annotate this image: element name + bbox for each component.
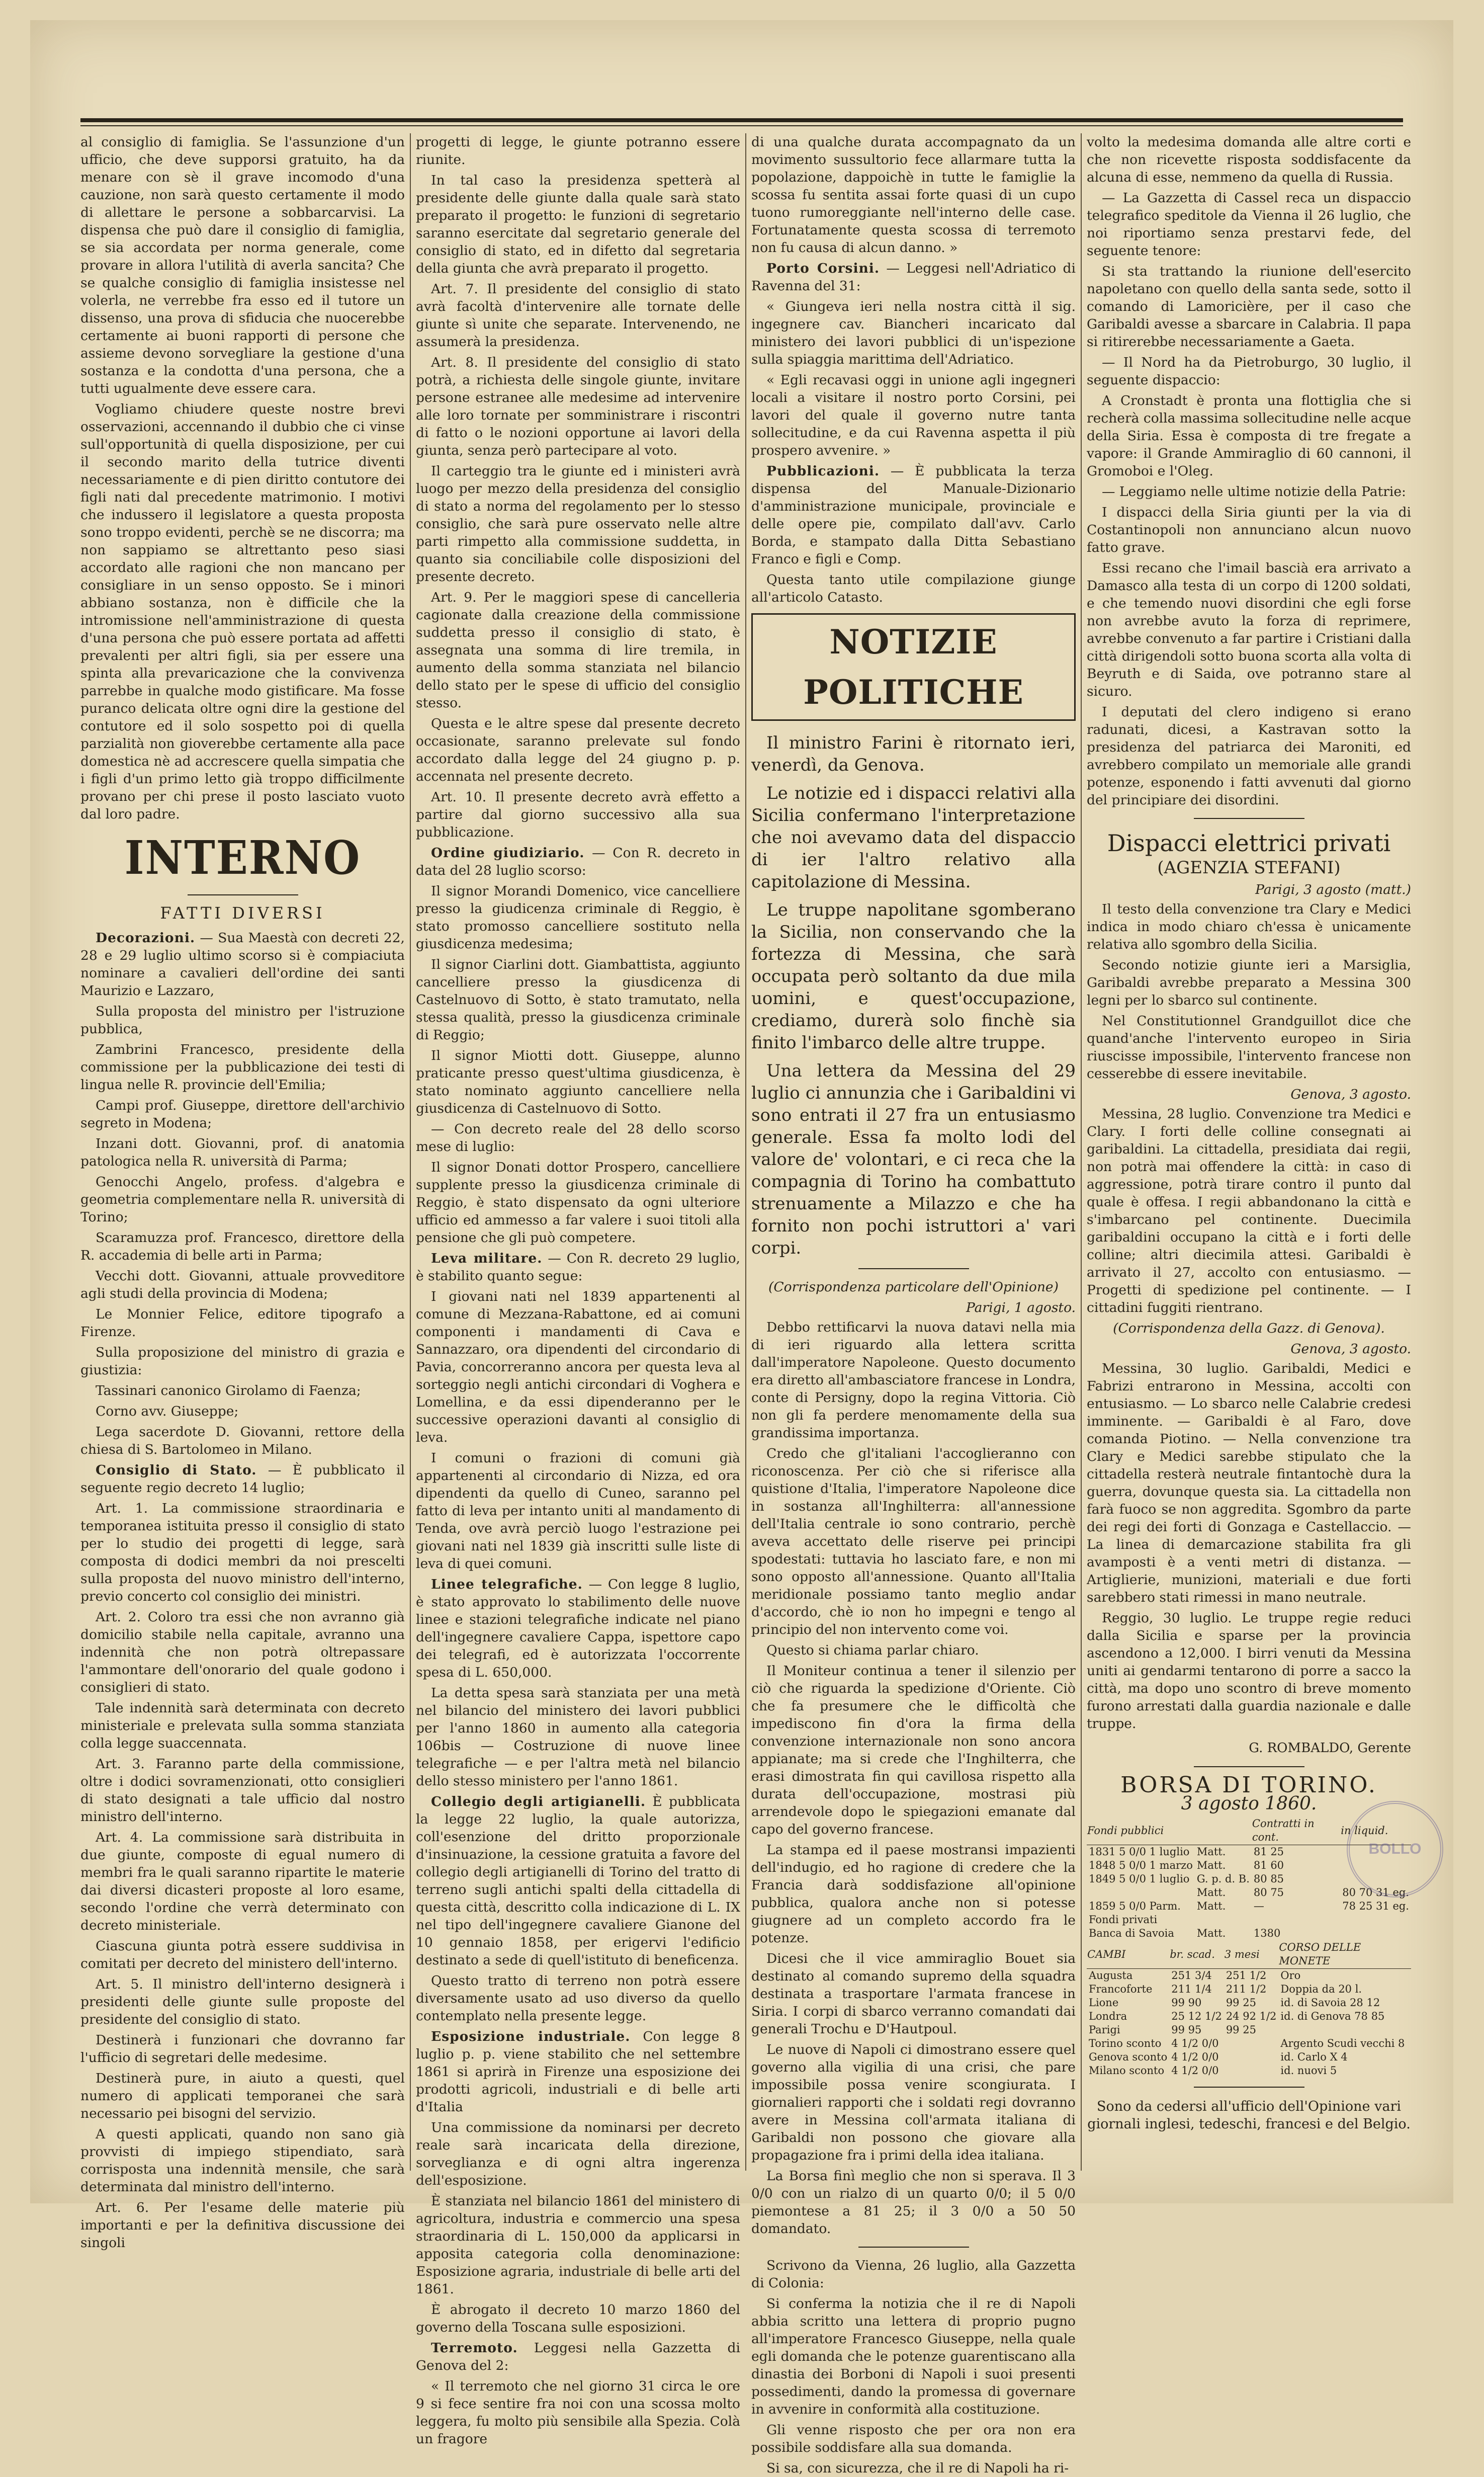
cambi-cell [1224, 2050, 1279, 2064]
article-paragraph: Art. 8. Il presidente del consiglio di stato potrà, a richiesta delle singole giunte, invitare persone estranee alle medesime ad intervenire alle loro tornate per somministrare i riscontri di fatto o le nozioni opportune ai lavori della giunta, senza però partecipare al voto. [416, 355, 740, 458]
article-paragraph: « Giungeva ieri nella nostra città il sig. ingegnere cav. Biancheri incaricato dal ministero dei lavori pubblici di un'ispezione sulla spiaggia marittima dell'Adriatico. [751, 299, 1076, 367]
item-text: È pubblicata la legge 22 luglio, la quale autorizza, coll'esenzione del dritto proporzionale d'insinuazione, la cessione gratuita a favore del collegio degli artigianelli di Torino del tratto di terreno sugli antichi spalti della cittadella di questa città, descritto colla indicazione di L. IX nel tipo dell'ingegnere cavaliere Gianone del 10 gennaio 1858, per erigervi l'edificio destinato a sede di quell'istituto di beneficenza. [416, 1794, 740, 1968]
article-paragraph: È stanziata nel bilancio 1861 del ministero di agricoltura, industria e commercio una spesa straordinaria di L. 150,000 da applicarsi in apposita categoria colla denominazione: Esposizione agraria, industriale di belle arti del 1861. [416, 2193, 740, 2297]
cambi-cell [1278, 2023, 1411, 2037]
dispacci-heading: Dispacci elettrici privati [1107, 830, 1391, 857]
article-paragraph: La Borsa finì meglio che non si sperava. Il 3 0/0 con un rialzo di un quarto 0/0; il 5 0/0 piemontese a 81 25; il 3 0/0 a 50 50 domandato. [751, 2168, 1076, 2237]
borsa-cell: 1380 [1253, 1927, 1281, 1939]
article-paragraph: « Il terremoto che nel giorno 31 circa le ore 9 si fece sentire fra noi con una scossa molto leggera, fu molto più sensibile alla Spezia. Colà un fragore [416, 2378, 740, 2447]
article-paragraph: I dispacci della Siria giunti per la via di Costantinopoli non annunciano alcun nuovo fatto grave. [1087, 505, 1411, 555]
agency-name: (AGENZIA STEFANI) [1157, 858, 1341, 878]
article-paragraph: In tal caso la presidenza spetterà al presidente delle giunte dalla quale sarà stato preparato il progetto: le funzioni di segretario saranno esercitate dal segretario generale del consiglio di stato, ed in difetto dal segretaria della giunta che avrà preparato il progetto. [416, 173, 740, 276]
item-lead: Collegio degli artigianelli. [431, 1794, 646, 1809]
divider [858, 2247, 969, 2248]
borsa-cell: Banca di Savoia [1089, 1927, 1174, 1939]
item-text: — È pubblicata la terza dispensa del Manuale-Dizionario d'amministrazione municipale, provinciale e delle opere pie, compilato dall'avv. Carlo Borda, e stampato dalla Ditta Sebastiano Franco e figli e Comp. [751, 463, 1076, 567]
section-heading-notizie-politiche: NOTIZIE POLITICHE [751, 613, 1076, 721]
cambi-cell: Oro [1280, 1969, 1301, 1981]
borsa-header-cell: in liquid. [1340, 1817, 1411, 1845]
cambi-cell: 211 1/4 [1171, 1983, 1212, 1995]
article-paragraph: al consiglio di famiglia. Se l'assunzione d'un ufficio, che deve supporsi gratuito, ha da menare con sè il grave incomodo d'una cauzione, non sarà questo certamente il modo di allettare le persone a sobbarcarvisi. La dispensa che può dare il consiglio di famiglia, se sia accordata per norma generale, come provare in allora l'utilità di averla sancita? Che se qualche consiglio di famiglia insistesse nel volerla, ne verrebbe fra esso ed il tutore un dissenso, una prova di sfiducia che nuocerebbe certamente ai buoni rapporti di persone che assieme devono sorvegliare la gestione d'una sostanza e la condotta d'una persona, che a tutti ugualmente deve essere cara. [80, 134, 405, 396]
article-paragraph: Questo tratto di terreno non potrà essere diversamente usato ad uso diverso da quello contemplato nella presente legge. [416, 1973, 740, 2024]
borsa-cell: 1859 5 0/0 Parm. [1089, 1900, 1181, 1912]
borsa-cell: 1849 5 0/0 1 luglio [1089, 1873, 1190, 1885]
cambi-cell: 99 95 [1171, 2024, 1202, 2036]
borsa-cell: 1831 5 0/0 1 luglio [1089, 1846, 1190, 1858]
item-text: Leggesi nella Gazzetta di Genova del 2: [416, 2340, 740, 2373]
column-1 [80, 133, 405, 2251]
list-item: Tassinari canonico Girolamo di Faenza; [96, 1383, 361, 1398]
header-rule [80, 118, 1403, 126]
cambi-row [1087, 1996, 1411, 2010]
borsa-heading: BORSA DI TORINO. [1120, 1772, 1377, 1798]
cambi-cell: 211 1/2 [1226, 1983, 1267, 1995]
borsa-row [1087, 1900, 1411, 1913]
cambi-header-cell: CAMBI [1087, 1940, 1169, 1969]
article-paragraph: Destinerà i funzionari che dovranno far l'ufficio di segretari delle medesime. [80, 2032, 405, 2066]
article-paragraph: Questa tanto utile compilazione giunge all'articolo Catasto. [751, 572, 1076, 605]
article-paragraph: Messina, 30 luglio. Garibaldi, Medici e Fabrizi entrarono in Messina, accolti con entusiasmo. — Lo sbarco nelle Calabrie credesi imminente. — Garibaldi è al Faro, dove comanda Piotino. — Nella convenzione tra Clary e Medici sarebbe stipulato che la cittadella resterà neutrale fintantochè dura la guerra, dovunque questa sia. La cittadella non farà fuoco se non aggredita. Sgombro da parte dei regi dei forti di Gonzaga e Castellaccio. — La linea di demarcazione stabilita fra gli avamposti è a venti metri di distanza. — Artiglierie, munizioni, materiali e due forti sarebbero stati rimessi in mano neutrale. [1087, 1361, 1411, 1605]
borsa-row [1087, 1913, 1411, 1927]
article-paragraph: Messina, 28 luglio. Convenzione tra Medici e Clary. I forti delle colline consegnati ai garibaldini. La cittadella, presidiata dai regii, non potrà mai offendere la città: in caso di aggressione, potrà tirare contro il punto dal quale è offesa. I regii abbandonano la città e s'imbarcano pel continente. Duecimila garibaldini occupano la città e i forti delle colline; altri diecimila attesi. Garibaldi è arrivato il 27, accolto con entusiasmo. — Progetti di spedizione pel continente. — I cittadini fuggiti rientrano. [1087, 1106, 1411, 1315]
article-paragraph: Il testo della convenzione tra Clary e Medici indica in modo chiaro ch'essa è unicamente relativa allo sgombro della Sicilia. [1087, 901, 1411, 952]
ink-stamp: BOLLO [1347, 1801, 1443, 1897]
newspaper-page [30, 20, 1453, 2476]
cambi-cell: id. Carlo X 4 [1280, 2051, 1348, 2063]
article-paragraph: Reggio, 30 luglio. Le truppe regie reduci dalla Sicilia e sparse per la provincia ascendono a 12,000. I birri venuti da Messina uniti ai gendarmi tentarono di porre a sacco la città, ma dopo uno scontro di breve momento furono arrestati dalla guardia nazionale e dalle truppe. [1087, 1610, 1411, 1731]
borsa-cell: 78 25 31 eg. [1342, 1900, 1409, 1912]
article-paragraph: Art. 5. Il ministro dell'interno designerà i presidenti delle giunte sulle proposte del presidente del consiglio di stato. [80, 1976, 405, 2027]
divider [1194, 818, 1304, 819]
cambi-row [1087, 1969, 1411, 1983]
cambi-cell: 4 1/2 0/0 [1171, 2065, 1219, 2077]
borsa-date: 3 agosto 1860. [1181, 1793, 1317, 1814]
article-paragraph: A Cronstadt è pronta una flottiglia che si recherà colla massima sollecitudine nelle acque della Siria. Essa è composta di tre fregate a vapore: il Grande Ammiraglio di 60 cannoni, il Gromoboi e l'Oleg. [1087, 393, 1411, 479]
classified-notice: Sono da cedersi all'ufficio dell'Opinione vari giornali inglesi, tedeschi, francesi e del Belgio. [1087, 2099, 1411, 2132]
list-item: Campi prof. Giuseppe, direttore dell'archivio segreto in Modena; [80, 1098, 405, 1131]
article-paragraph: Secondo notizie giunte ieri a Marsiglia, Garibaldi avrebbe preparato a Messina 300 legni per lo sbarco sul continente. [1087, 957, 1411, 1008]
item-lead: Porto Corsini. [766, 261, 880, 276]
cambi-cell: Londra [1089, 2010, 1127, 2022]
cambi-table [1087, 1940, 1411, 2078]
article-paragraph: — Il Nord ha da Pietroburgo, 30 luglio, il seguente dispaccio: [1087, 355, 1411, 388]
list-item: Sulla proposta del ministro per l'istruzione pubblica, [80, 1004, 405, 1037]
item-text: — Con R. decreto 29 luglio, è stabilito quanto segue: [416, 1251, 740, 1284]
article-paragraph: Gli venne risposto che per ora non era possibile soddisfare alla sua domanda. [751, 2422, 1076, 2455]
borsa-cell: 80 75 [1253, 1886, 1284, 1898]
borsa-cell: 81 60 [1253, 1859, 1284, 1871]
divider [1194, 2087, 1304, 2088]
dateline: Genova, 3 agosto. [1290, 1341, 1411, 1357]
item-text: — Con R. decreto in data del 28 luglio scorso: [416, 845, 740, 878]
cambi-cell: 99 25 [1226, 2024, 1256, 2036]
list-item: Le Monnier Felice, editore tipografo a Firenze. [80, 1306, 405, 1340]
article-paragraph: Si sa, con sicurezza, che il re di Napoli ha ri- [766, 2460, 1069, 2476]
article-paragraph: Si sta trattando la riunione dell'esercito napoletano con quello della santa sede, sotto il comando di Lamoricière, per il caso che Garibaldi avesse a sbarcare in Calabria. Il papa si ritirerebbe necessariamente a Gaeta. [1087, 264, 1411, 350]
item-lead: Ordine giudiziario. [431, 845, 585, 861]
cambi-cell: 251 3/4 [1171, 1969, 1212, 1981]
item-text: Con legge 8 luglio p. p. viene stabilito che nel settembre 1861 si aprirà in Firenze una esposizione dei prodotti agricoli, industriali e di belle arti d'Italia [416, 2029, 740, 2115]
article-paragraph: Il signor Morandi Domenico, vice cancelliere presso la giudicenza criminale di Reggio, è stato promosso cancelliere sostituto nella giusdicenza medesima; [416, 883, 740, 952]
cambi-cell: id. nuovi 5 [1280, 2065, 1337, 2077]
item-lead: Esposizione industriale. [431, 2029, 631, 2044]
article-paragraph: Il signor Donati dottor Prospero, cancelliere supplente presso la giusdicenza criminale di Reggio, è stato dispensato da ogni ulteriore ufficio ed ammesso a far valere i suoi titoli alla pensione che gli può competere. [416, 1160, 740, 1246]
article-paragraph: Art. 1. La commissione straordinaria e temporanea istituita presso il consiglio di stato per lo studio dei progetti di legge, sarà composta di dodici membri da noi prescelti sulla proposta del nuovo ministro dell'interno, previo concerto col consiglio dei ministri. [80, 1501, 405, 1604]
cambi-cell: 4 1/2 0/0 [1171, 2037, 1219, 2049]
lead-paragraph: Una lettera da Messina del 29 luglio ci annunzia che i Garibaldini vi sono entrati il 27 fra un entusiasmo generale. Essa fa molto lodi del valore de' volontari, e ci reca che la compagnia di Torino ha combattuto strenuamente a Milazzo e che ha fornito non pochi istruttori a' vari corpi. [751, 1061, 1076, 1258]
cambi-cell: Parigi [1089, 2024, 1120, 2036]
article-paragraph: I comuni o frazioni di comuni già appartenenti al circondario di Nizza, ed ora dipendenti da quello di Cuneo, saranno pel fatto di leva per intanto uniti al mandamento di Tenda, ove avrà perciò luogo l'estrazione pei giovani nati nel 1839 già inscritti sulle liste di leva di quei comuni. [416, 1450, 740, 1572]
cambi-header-cell: 3 mesi [1224, 1940, 1279, 1969]
article-paragraph: — Con decreto reale del 28 dello scorso mese di luglio: [416, 1121, 740, 1154]
dateline: Parigi, 3 agosto (matt.) [1255, 882, 1411, 897]
cambi-cell: 99 90 [1171, 1997, 1202, 2009]
borsa-cell [1195, 1913, 1252, 1927]
divider [188, 894, 298, 895]
article-paragraph: — La Gazzetta di Cassel reca un dispaccio telegrafico speditole da Vienna il 26 luglio, che noi riportiamo senza prestarvi fede, del seguente tenore: [1087, 190, 1411, 259]
cambi-cell: 4 1/2 0/0 [1171, 2051, 1219, 2063]
article-paragraph: Dicesi che il vice ammiraglio Bouet sia destinato al comando supremo della squadra destinata a trasportare l'armata francese in Siria. I corpi di sbarco verranno comandati dai generali Trochu e D'Hautpoul. [751, 1951, 1076, 2037]
article-paragraph: Art. 4. La commissione sarà distribuita in due giunte, composte di egual numero di membri fra le quali saranno ripartite le materie dai diversi dicasteri proposte al loro esame, secondo l'ordine che verrà determinato con decreto ministeriale. [80, 1830, 405, 1933]
borsa-cell: 1848 5 0/0 1 marzo [1089, 1859, 1193, 1871]
article-paragraph: Art. 6. Per l'esame delle materie più importanti e per la definitiva discussione dei singoli [80, 2200, 405, 2251]
section-heading-interno: INTERNO [124, 831, 361, 885]
cambi-row [1087, 2064, 1411, 2078]
article-paragraph: Ciascuna giunta potrà essere suddivisa in comitati per decreto del ministero dell'interno. [80, 1938, 405, 1971]
article-paragraph: Art. 2. Coloro tra essi che non avranno già domicilio stabile nella capitale, avranno una indennità che non potrà oltrepassare l'ammontare dell'onorario del quale godono i consiglieri di stato. [80, 1609, 405, 1695]
borsa-cell: Matt. [1196, 1886, 1226, 1898]
article-paragraph: Essi recano che l'imail bascià era arrivato a Damasco alla testa di un corpo di 1200 soldati, e che temendo nuovi disordini che egli forse non avrebbe avuto la forza di reprimere, avrebbe convenuto a far partire i Cristiani dalla città dirigendoli sotto buona scorta alla volta di Beyruth e di Saida, ove potranno stare al sicuro. [1087, 560, 1411, 699]
article-paragraph: Il Moniteur continua a tener il silenzio per ciò che riguarda la spedizione d'Oriente. Ciò che fa presumere che le difficoltà che impediscono fin d'ora la firma della convenzione internazionale non sono ancora appianate; ma si crede che l'Inghilterra, che erasi dimostrata fin qui cavillosa rispetto alla durata dell'occupazione, mostrasi più arrendevole dopo le spiegazioni emanate dal capo del governo francese. [751, 1663, 1076, 1837]
cambi-cell: Augusta [1089, 1969, 1133, 1981]
borsa-cell: 80 70 31 eg. [1342, 1886, 1409, 1898]
cambi-row [1087, 2050, 1411, 2064]
article-paragraph: Il signor Ciarlini dott. Giambattista, aggiunto cancelliere presso la giusdicenza di Castelnuovo di Sotto, è stato tramutato, nella stessa qualità, presso la giusdicenza criminale di Reggio; [416, 957, 740, 1043]
correspondence-source: (Corrispondenza della Gazz. di Genova). [1113, 1320, 1385, 1336]
item-lead: Decorazioni. [96, 930, 196, 946]
cambi-cell: Milano sconto [1089, 2065, 1165, 2077]
borsa-row [1087, 1886, 1411, 1900]
article-paragraph: La detta spesa sarà stanziata per una metà nel bilancio del ministero dei lavori pubblici per l'anno 1860 in aumento alla categoria 106bis — Costruzione di nuove linee telegrafiche — e per l'altra metà nel bilancio dello stesso ministero per l'anno 1861. [416, 1685, 740, 1789]
borsa-cell: Matt. [1196, 1900, 1226, 1912]
borsa-row [1087, 1927, 1411, 1940]
cambi-cell: 25 12 1/2 [1171, 2010, 1222, 2022]
borsa-cell: 80 85 [1253, 1873, 1284, 1885]
cambi-cell: 24 92 1/2 [1226, 2010, 1277, 2022]
dateline: Genova, 3 agosto. [1290, 1087, 1411, 1102]
column-3 [751, 133, 1076, 2476]
article-paragraph: Debbo rettificarvi la nuova datavi nella mia di ieri riguardo alla lettera scritta dall'imperatore Napoleone. Questo documento era diretto all'ambasciatore francese in Londra, conte di Persigny, dopo la regina Vittoria. Ciò non gli fa perdere menomamente della sua grandissima importanza. [751, 1319, 1076, 1441]
article-paragraph: Art. 7. Il presidente del consiglio di stato avrà facoltà d'intervenire alle tornate delle giunte sì unite che separate. Intervenendo, ne assumerà la presidenza. [416, 281, 740, 350]
borsa-cell: 81 25 [1253, 1846, 1284, 1858]
item-lead: Linee telegrafiche. [431, 1577, 583, 1592]
article-paragraph: Art. 3. Faranno parte della commissione, oltre i dodici sovramenzionati, otto consiglieri di stato designati a tale ufficio dal nostro ministro dell'interno. [80, 1756, 405, 1825]
borsa-cell [1340, 1913, 1411, 1927]
list-item: Lega sacerdote D. Giovanni, rettore della chiesa di S. Bartolomeo in Milano. [80, 1424, 405, 1457]
article-paragraph: Art. 10. Il presente decreto avrà effetto a partire dal giorno successivo alla sua pubblicazione. [416, 789, 740, 840]
gerente-signoff: G. ROMBALDO, Gerente [1249, 1741, 1411, 1756]
cambi-header-row [1087, 1940, 1411, 1969]
lead-paragraph: Le notizie ed i dispacci relativi alla Sicilia confermano l'interpretazione che noi avevamo data del dispaccio di ier l'altro relativo alla capitolazione di Messina. [751, 783, 1076, 892]
article-paragraph: Scrivono da Vienna, 26 luglio, alla Gazzetta di Colonia: [751, 2258, 1076, 2291]
divider [858, 1268, 969, 1269]
article-paragraph: — Leggiamo nelle ultime notizie della Patrie: [1102, 484, 1406, 500]
cambi-cell: 99 25 [1226, 1997, 1256, 2009]
borsa-cell: Matt. [1196, 1846, 1226, 1858]
article-paragraph: volto la medesima domanda alle altre corti e che non ricevette risposta soddisfacente da alcuna di esse, nemmeno da quella di Russia. [1087, 134, 1411, 185]
article-paragraph: I deputati del clero indigeno si erano radunati, dicesi, a Kastravan sotto la presidenza del patriarca dei Maroniti, ed avrebbero compilato un memoriale alle grandi potenze, esponendo i fatti avvenuti dal giorno del principiare dei disordini. [1087, 704, 1411, 808]
article-paragraph: Questa e le altre spese dal presente decreto occasionate, saranno prelevate sul fondo accordato dalla legge del 24 giugno p. p. accennata nel presente decreto. [416, 716, 740, 784]
borsa-cell: Fondi privati [1089, 1914, 1158, 1926]
cambi-cell: id. di Savoia 28 12 [1280, 1997, 1380, 2009]
list-item: Corno avv. Giuseppe; [96, 1403, 239, 1419]
borsa-cell [1087, 1886, 1195, 1900]
article-paragraph: di una qualche durata accompagnato da un movimento sussultorio fece allarmare tutta la popolazione, dappoichè in tutte le famiglie la scossa fu sentita assai forte quasi di un cupo tuono rumoreggiante nell'interno delle case. Fortunatamente questa scossa di terremoto non fu causa di alcun danno. » [751, 134, 1076, 256]
list-item: Scaramuzza prof. Francesco, direttore della R. accademia di belle arti in Parma; [80, 1230, 405, 1263]
column-2 [416, 133, 740, 2447]
cambi-cell: Francoforte [1089, 1983, 1153, 1995]
article-paragraph: Si conferma la notizia che il re di Napoli abbia scritto una lettera di proprio pugno all'imperatore Francesco Giuseppe, nella quale egli domanda che le potenze guarentiscano alla dinastia dei Borboni di Napoli i suoi presenti possedimenti, dando la promessa di governare in avvenire in conformità alla costituzione. [751, 2296, 1076, 2417]
item-lead: Consiglio di Stato. [96, 1462, 257, 1478]
item-text: — È pubblicato il seguente regio decreto 14 luglio; [80, 1462, 405, 1496]
cambi-cell: 251 1/2 [1226, 1969, 1267, 1981]
article-paragraph: Questo si chiama parlar chiaro. [766, 1642, 979, 1658]
borsa-cell: G. p. d. B. [1196, 1873, 1250, 1885]
borsa-cell [1252, 1913, 1340, 1927]
cambi-row [1087, 2023, 1411, 2037]
column-grid [80, 133, 1413, 2476]
cambi-header-cell: CORSO DELLE MONETE [1278, 1940, 1411, 1969]
cambi-cell [1224, 2064, 1279, 2078]
cambi-cell: Argento Scudi vecchi 8 [1280, 2037, 1405, 2049]
article-paragraph: Tale indennità sarà determinata con decreto ministeriale e prelevata sulla somma stanziata colla legge suaccennata. [80, 1700, 405, 1751]
article-paragraph: I giovani nati nel 1839 appartenenti al comune di Mezzana-Rabattone, ed ai comuni componenti i mandamenti di Cava e Sannazzaro, ora dipendenti del circondario di Pavia, concorreranno ancora per questa leva al sorteggio negli antichi circondari di Voghera e Lomellina, e da essi dipenderanno per le successive operazioni davanti al consiglio di leva. [416, 1289, 740, 1445]
article-paragraph: Il signor Miotti dott. Giuseppe, alunno praticante presso quest'ultima giusdicenza, è stato nominato aggiunto cancelliere nella giusdicenza di Castelnuovo di Sotto. [416, 1048, 740, 1116]
list-item: Sulla proposizione del ministro di grazia e giustizia: [80, 1345, 405, 1378]
item-text: — Sua Maestà con decreti 22, 28 e 29 luglio ultimo scorso si è compiaciuta nominare a cavalieri dell'ordine dei santi Maurizio e Lazzaro, [80, 930, 405, 999]
cambi-cell: id. di Genova 78 85 [1280, 2010, 1385, 2022]
list-item: Vecchi dott. Giovanni, attuale provveditore agli studi della provincia di Modena; [80, 1268, 405, 1301]
cambi-row [1087, 2037, 1411, 2050]
cambi-cell: Torino sconto [1089, 2037, 1162, 2049]
cambi-cell: Genova sconto [1089, 2051, 1168, 2063]
cambi-row [1087, 2010, 1411, 2023]
article-paragraph: È abrogato il decreto 10 marzo 1860 del governo della Toscana sulle esposizioni. [416, 2302, 740, 2335]
borsa-cell: Matt. [1196, 1859, 1226, 1871]
list-item: Zambrini Francesco, presidente della commissione per la pubblicazione dei testi di lingua nelle R. provincie dell'Emilia; [80, 1042, 405, 1093]
list-item: Inzani dott. Giovanni, prof. di anatomia patologica nella R. università di Parma; [80, 1136, 405, 1169]
cambi-cell: Lione [1089, 1997, 1119, 2009]
divider [1194, 1766, 1304, 1767]
article-paragraph: Credo che gl'italiani l'accoglieranno con riconoscenza. Per ciò che si riferisce alla quistione d'Italia, l'imperatore Napoleone dice in sostanza all'Inghilterra: all'annessione dell'Italia centrale io sono contrario, perchè aveva accettato delle riserve pei principi spodestati: tuttavia ho lasciato fare, e non mi sono opposto all'annessione. Quanto all'Italia meridionale possiamo tanto meglio andar d'accordo, chè io non ho impegni e tengo al principio del non intervento come voi. [751, 1446, 1076, 1637]
borsa-cell [1340, 1927, 1411, 1940]
item-lead: Leva militare. [431, 1251, 543, 1266]
borsa-cell: Matt. [1196, 1927, 1226, 1939]
item-lead: Pubblicazioni. [766, 463, 880, 479]
cambi-cell [1224, 2037, 1279, 2050]
correspondence-source: (Corrispondenza particolare dell'Opinione) [768, 1279, 1059, 1295]
lead-paragraph: Le truppe napolitane sgomberano la Sicilia, non conservando che la fortezza di Messina, che sarà occupata però soltanto da due mila uomini, e quest'occupazione, crediamo, durerà solo finchè sia finito l'imbarco delle altre truppe. [751, 900, 1076, 1053]
article-paragraph: A questi applicati, quando non sano già provvisti di impiego stipendiato, sarà corrisposta una indennità mensile, che sarà determinata dal ministro dell'interno. [80, 2126, 405, 2195]
article-paragraph: Nel Constitutionnel Grandguillot dice che quand'anche l'intervento europeo in Siria riuscisse impossibile, l'intervento francese non cesserebbe di essere inevitabile. [1087, 1013, 1411, 1082]
item-text: — Leggesi nell'Adriatico di Ravenna del 31: [751, 261, 1076, 294]
cambi-cell: Doppia da 20 l. [1280, 1983, 1362, 1995]
article-paragraph: Vogliamo chiudere queste nostre brevi osservazioni, accennando il dubbio che ci vinse sull'opportunità di quella disposizione, per cui il secondo marito della tutrice diventi necessariamente e di pien diritto contutore dei figli nati dal precedente matrimonio. I motivi che indussero il legislatore a questa proposta sono troppo evidenti, perchè se ne discorra; ma non sappiamo se altrettanto peso siasi accordato alle ragioni che non mancano per consigliare in un senso opposto. Se i minori abbiano sostanza, non è difficile che la intromissione nell'amministrazione di questa d'una persona che può essere portata ad affetti prevalenti per altri figli, sia per essere una spinta alla prevaricazione che la convivenza parrebbe in qualche modo gistificare. Ma fosse puranco delicata oltre ogni dire la gestione del contutore ed il solo sospetto poi di quella parzialità non gioverebbe certamente alla pace domestica nè ad accrescere quella simpatia che i figli d'un primo letto già troppo difficilmente provano per chi prese il posto lasciato vuoto dal loro padre. [80, 401, 405, 822]
article-paragraph: Art. 9. Per le maggiori spese di cancelleria cagionate dalla creazione della commissione suddetta presso il consiglio di stato, è assegnata una somma di lire tremila, in aumento della somma stanziata nel bilancio dello stato per le spese di ufficio del consiglio stesso. [416, 590, 740, 711]
borsa-header-cell: Contratti in cont. [1252, 1817, 1340, 1845]
borsa-header-cell: Fondi pubblici [1087, 1817, 1195, 1845]
article-paragraph: progetti di legge, le giunte potranno essere riunite. [416, 134, 740, 168]
article-paragraph: La stampa ed il paese mostransi impazienti dell'indugio, ed ho ragione di credere che la Francia darà soddisfazione all'opinione pubblica, qualora anche non si potesse giugnere ad un completo accordo fra le potenze. [751, 1842, 1076, 1946]
borsa-header-cell [1195, 1817, 1252, 1845]
article-paragraph: Il carteggio tra le giunte ed i ministeri avrà luogo per mezzo della presidenza del consiglio di stato a norma del regolamento per lo stesso consiglio, che sarà pure osservato nelle altre parti rimpetto alla commissione suddetta, in quanto sia conciliabile colle disposizioni del presente decreto. [416, 463, 740, 585]
item-text: — Con legge 8 luglio, è stato approvato lo stabilimento delle nuove linee e stazioni telegrafiche indicate nel piano dell'ingegnere cavaliere Cappa, ispettore capo dei telegrafi, ed è autorizzata l'occorrente spesa di L. 650,000. [416, 1577, 740, 1680]
lead-paragraph: Il ministro Farini è ritornato ieri, venerdì, da Genova. [751, 733, 1076, 775]
dateline: Parigi, 1 agosto. [966, 1300, 1076, 1315]
cambi-header-cell: br. scad. [1169, 1940, 1224, 1969]
article-paragraph: Le nuove di Napoli ci dimostrano essere quel governo alla vigilia di una crisi, che pare impossibile possa venire scongiurata. I giornalieri rapporti che i soldati regi dovranno avere in Messina coll'armata italiana di Garibaldi non possono che giovare alla propagazione fra i primi della idea italiana. [751, 2042, 1076, 2163]
subsection-heading: FATTI DIVERSI [160, 903, 325, 923]
article-paragraph: « Egli recavasi oggi in unione agli ingegneri locali a visitare il nostro porto Corsini, pei lavori del quale il governo nutre tanta sollecitudine, e da cui Ravenna aspetta il più prospero avvenire. » [751, 372, 1076, 458]
cambi-row [1087, 1983, 1411, 1996]
list-item: Genocchi Angelo, profess. d'algebra e geometria complementare nella R. università di Torino; [80, 1174, 405, 1225]
item-lead: Terremoto. [431, 2340, 518, 2356]
article-paragraph: Una commissione da nominarsi per decreto reale sarà incaricata della direzione, sorveglianza e di ogni altra ingerenza dell'esposizione. [416, 2120, 740, 2188]
borsa-cell: — [1253, 1900, 1264, 1912]
article-paragraph: Destinerà pure, in aiuto a questi, quel numero di applicati temporanei che sarà necessario pei bisogni del servizio. [80, 2071, 405, 2121]
